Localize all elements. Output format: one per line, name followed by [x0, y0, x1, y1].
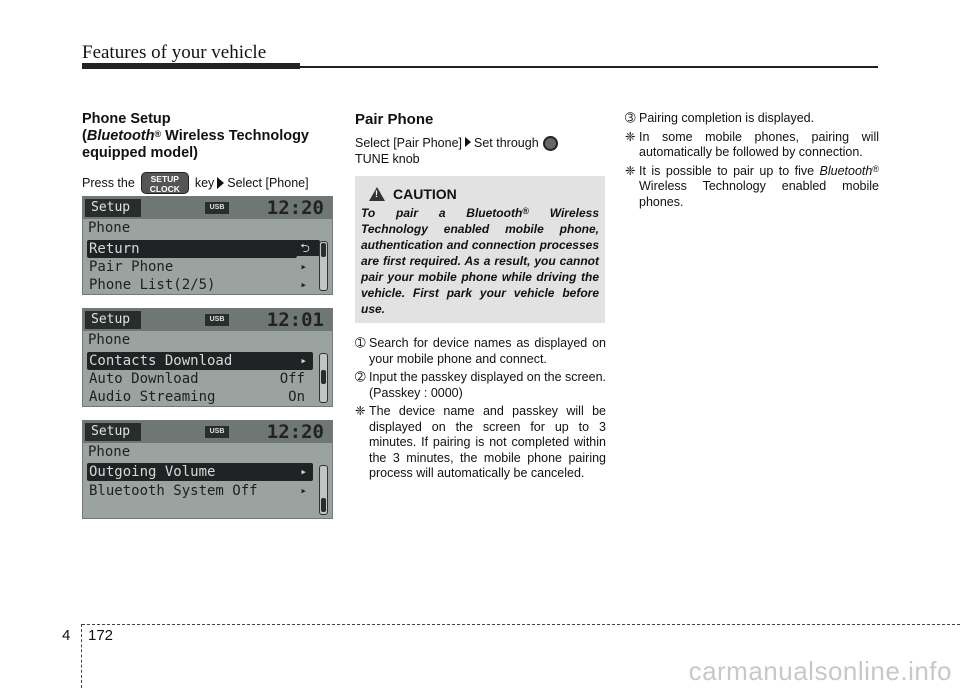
menu-item-return[interactable]: Return	[87, 240, 297, 258]
header-rule	[82, 66, 878, 68]
page-number: 172	[88, 627, 114, 644]
screen-clock: 12:01	[266, 309, 324, 331]
tune-knob-icon	[543, 136, 558, 151]
pair-phone-title: Pair Phone	[355, 111, 434, 128]
usb-icon: USB	[205, 426, 229, 438]
step-note: ❈ The device name and passkey will be displayed on the screen for up to 3 minutes. If pairing is not completed within the 3 minutes, the mobile phone pairing process will automatically be canceled.	[355, 404, 606, 480]
menu-item-audio-streaming[interactable]: Audio Streaming On	[89, 389, 305, 405]
phone-menu-screen-2	[82, 308, 333, 407]
arrow-right-icon	[465, 137, 471, 147]
screen-tag: Setup	[85, 311, 141, 329]
phone-menu-screen-1	[82, 196, 333, 295]
arrow-right-icon	[217, 177, 224, 189]
chevron-right-icon: ▸	[300, 465, 307, 478]
screen-heading: Phone	[88, 332, 131, 348]
pair-phone-instruction: Select [Pair Phone] Set through TUNE knob	[355, 136, 606, 167]
scrollbar[interactable]	[319, 353, 328, 403]
phone-menu-screen-3	[82, 420, 333, 519]
phone-setup-section	[82, 111, 334, 194]
screen-clock: 12:20	[266, 197, 324, 219]
watermark: carmanualsonline.info	[688, 656, 952, 686]
caution-heading: ! CAUTION	[369, 186, 599, 202]
footer-rule	[82, 624, 960, 625]
menu-item-phone-list[interactable]: Phone List(2/5) ▸	[89, 277, 307, 293]
audio-streaming-value: On	[288, 389, 305, 405]
chevron-right-icon: ▸	[300, 354, 307, 367]
usb-icon: USB	[205, 202, 229, 214]
chapter-number: 4	[62, 627, 71, 644]
scrollbar[interactable]	[319, 241, 328, 291]
menu-item-outgoing-volume[interactable]: Outgoing Volume ▸	[87, 463, 313, 481]
step-2: ➁ Input the passkey displayed on the screen. (Passkey : 0000)	[355, 370, 606, 400]
menu-item-contacts-download[interactable]: Contacts Download ▸	[87, 352, 313, 370]
menu-item-pair-phone[interactable]: Pair Phone ▸	[89, 259, 307, 275]
menu-item-bluetooth-system-off[interactable]: Bluetooth System Off ▸	[89, 483, 307, 499]
pairing-steps	[355, 336, 606, 485]
screen-clock: 12:20	[266, 421, 324, 443]
caution-text: To pair a Bluetooth® Wireless Technology enabled mobile phone, authentication and connection processes are first required. As a result, you cannot pair your mobile phone while driving the vehicle. First park your vehicle before use.	[361, 206, 599, 316]
warning-triangle-icon	[369, 187, 385, 201]
screen-heading: Phone	[88, 444, 131, 460]
usb-icon: USB	[205, 314, 229, 326]
screen-tag: Setup	[85, 423, 141, 441]
page-header-title: Features of your vehicle	[82, 42, 267, 63]
menu-item-auto-download[interactable]: Auto Download Off	[89, 371, 305, 387]
auto-download-value: Off	[279, 371, 305, 387]
step-3: ➂ Pairing completion is displayed.	[625, 111, 815, 125]
phone-setup-title: Phone Setup (Bluetooth® Wireless Technology equipped model)	[82, 111, 310, 161]
chevron-right-icon: ▸	[300, 260, 307, 273]
scrollbar[interactable]	[319, 465, 328, 515]
chevron-right-icon: ▸	[300, 484, 307, 497]
pair-phone-section	[355, 111, 606, 167]
note-pair-limit: ❈ It is possible to pair up to five Bluetooth® Wireless Technology enabled mobile phones.	[625, 163, 879, 209]
press-instruction: Press the SETUP CLOCK key Select [Phone]	[82, 174, 309, 194]
setup-clock-key-icon: SETUP CLOCK	[141, 172, 189, 194]
note-auto-connect: ❈ In some mobile phones, pairing will automatically be followed by connection.	[625, 129, 879, 159]
step-1: ➀ Search for device names as displayed on your mobile phone and connect.	[355, 336, 606, 366]
screen-heading: Phone	[88, 220, 131, 236]
pairing-result-section	[625, 111, 879, 213]
chevron-right-icon: ▸	[300, 278, 307, 291]
caution-box	[355, 176, 605, 323]
return-icon[interactable]: ⮌	[290, 240, 320, 256]
footer-divider	[81, 624, 82, 688]
screen-tag: Setup	[85, 199, 141, 217]
